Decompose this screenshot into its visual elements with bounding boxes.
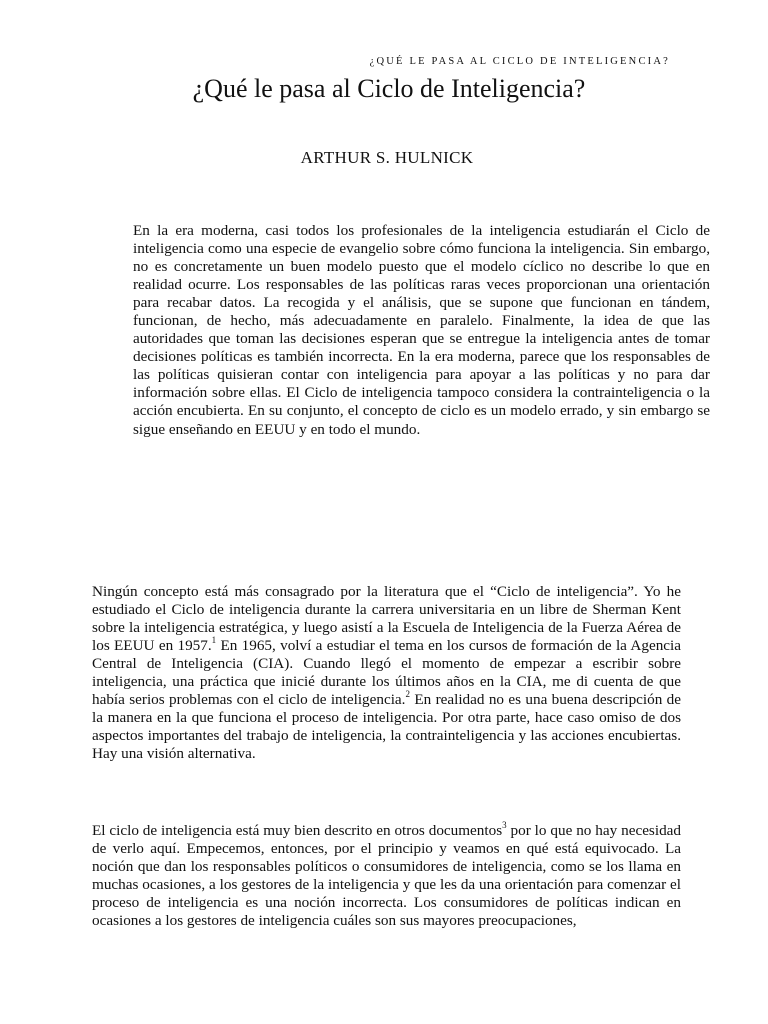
abstract: En la era moderna, casi todos los profesionales de la inteligencia estudiarán el Ciclo de inteligencia como una especie de evangelio sobre cómo funciona la inteligencia. Sin embargo, no es concretamente un buen modelo puesto que el modelo cíclico no describe lo que en realidad ocurre. Los responsables de las políticas raras veces proporcionan una orientación para recabar datos. La recogida y el análisis, que se supone que funcionan en tándem, funcionan, de hecho, más adecuadamente en paralelo. Finalmente, la idea de que las autoridades que toman las decisiones esperan que se entregue la inteligencia antes de tomar decisiones políticas es también incorrecta. En la era moderna, parece que los responsables de las políticas quisieran contar con inteligencia para apoyar a las políticas y no para dar información sobre ellas. El Ciclo de inteligencia tampoco considera la contrainteligencia o la acción encubierta. En su conjunto, el concepto de ciclo es un modelo errado, y sin embargo se sigue enseñando en EEUU y en todo el mundo. (133, 222, 710, 438)
paragraph-1-text-a: Ningún concepto está más consagrado por la literatura que el “Ciclo de inteligencia”. Yo he estudiado el Ciclo de inteligencia durante la carrera universitaria en un libre de Sherman Kent sobre la inteligencia estratégica, y luego asistí a la Escuela de Inteligencia de la Fuerza Aérea de los EEUU en 1957. (92, 583, 681, 655)
running-head: ¿QUÉ LE PASA AL CICLO DE INTELIGENCIA? (369, 56, 670, 67)
body-paragraph-1 (92, 583, 681, 763)
footnote-ref-1: 1 (211, 635, 217, 646)
footnote-ref-3: 3 (502, 820, 507, 830)
footnote-ref-2: 2 (405, 689, 410, 700)
body-paragraph-2 (92, 822, 681, 930)
article-author: ARTHUR S. HULNICK (300, 148, 474, 167)
paragraph-2-text-a: El ciclo de inteligencia está muy bien descrito en otros documentos (92, 822, 503, 839)
article-title: ¿Qué le pasa al Ciclo de Inteligencia? (192, 74, 586, 103)
paragraph-2-text-b: por lo que no hay necesidad de verlo aquí. Empecemos, entonces, por el principio y veamos en qué está equivocado. La noción que dan los responsables políticos o consumidores de inteligencia, como se los llama en muchas ocasiones, a los gestores de la inteligencia y que les da una orientación para comenzar el proceso de inteligencia es una noción incorrecta. Los consumidores de políticas indican en ocasiones a los gestores de inteligencia cuáles son sus mayores preocupaciones, (92, 822, 681, 930)
paragraph-1-text-c: En realidad no es una buena descripción de la manera en la que funciona el proceso de inteligencia. Por otra parte, hace caso omiso de dos aspectos importantes del trabajo de inteligencia, la contrainteligencia y las acciones encubiertas. Hay una visión alternativa. (92, 691, 681, 763)
paragraph-1-text-b: En 1965, volví a estudiar el tema en los cursos de formación de la Agencia Central de Inteligencia (CIA). Cuando llegó el momento de empezar a escribir sobre inteligencia, una práctica que inicié durante los últimos años en la CIA, me di cuenta de que había serios problemas con el ciclo de inteligencia. (92, 637, 681, 709)
